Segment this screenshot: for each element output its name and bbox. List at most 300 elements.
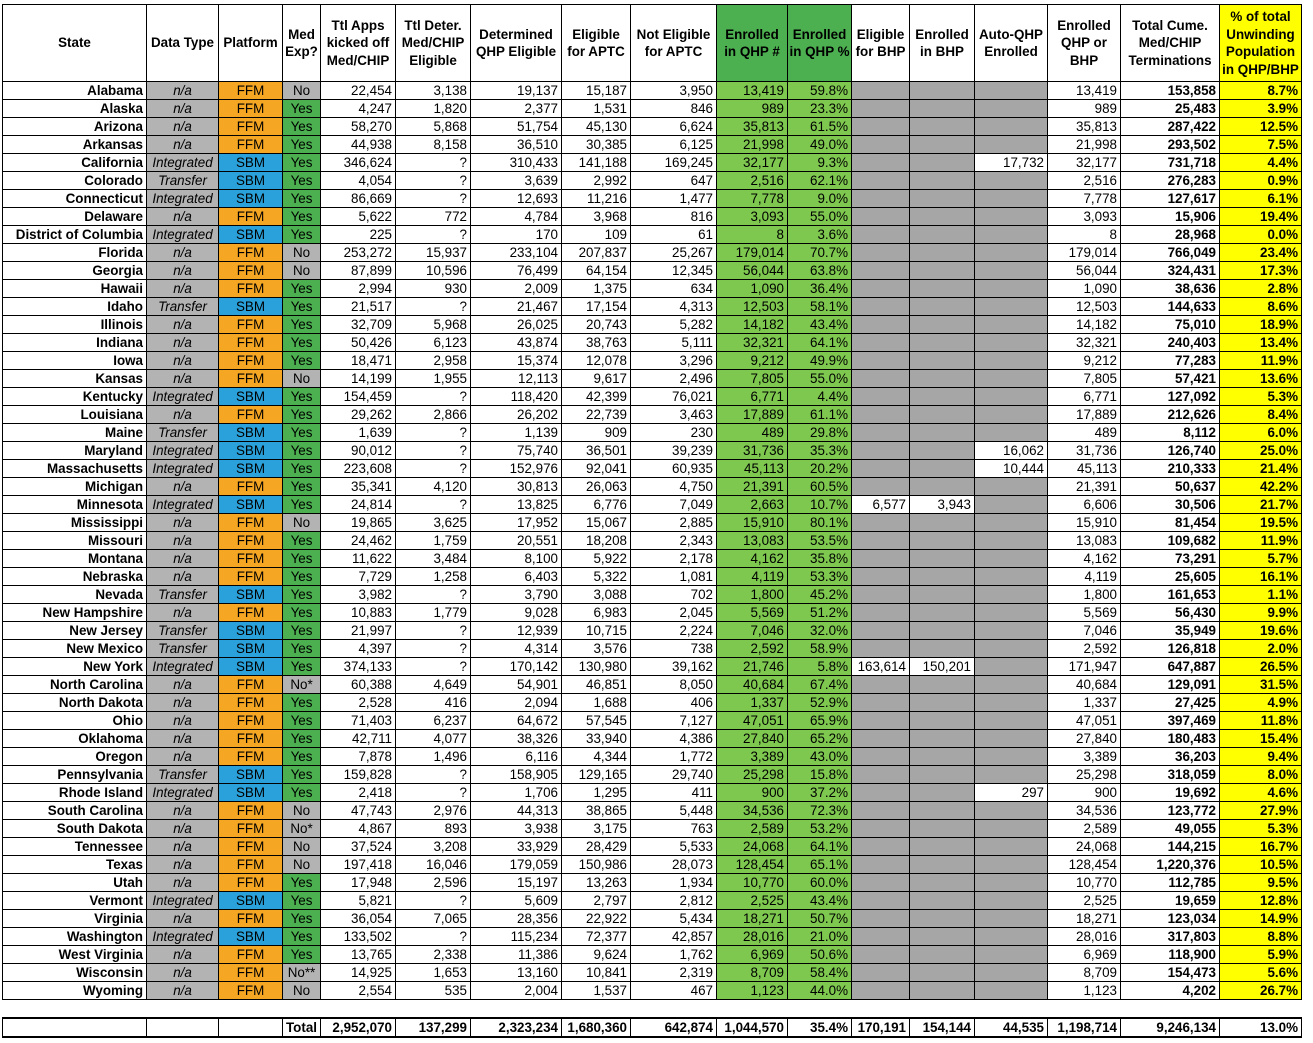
table-cell — [975, 190, 1048, 208]
table-cell — [910, 226, 975, 244]
table-row — [3, 856, 1302, 874]
table-cell: New Jersey — [3, 622, 147, 640]
table-cell: 2,589 — [717, 820, 788, 838]
table-cell: 2,516 — [717, 172, 788, 190]
table-cell: Mississippi — [3, 514, 147, 532]
table-cell — [975, 100, 1048, 118]
table-cell: 33,940 — [562, 730, 631, 748]
table-cell — [852, 892, 910, 910]
table-cell: 7,046 — [1048, 622, 1121, 640]
table-cell: 38,636 — [1121, 280, 1220, 298]
table-cell: 6,606 — [1048, 496, 1121, 514]
table-cell: 2,338 — [396, 946, 471, 964]
table-row — [3, 694, 1302, 712]
table-cell — [852, 730, 910, 748]
table-cell: 13,419 — [717, 82, 788, 100]
table-cell: 10,770 — [1048, 874, 1121, 892]
table-cell — [852, 388, 910, 406]
table-cell: 42,399 — [562, 388, 631, 406]
table-cell: n/a — [147, 514, 219, 532]
table-cell: 324,431 — [1121, 262, 1220, 280]
table-cell: Massachusetts — [3, 460, 147, 478]
table-cell — [852, 622, 910, 640]
table-cell: 9,212 — [1048, 352, 1121, 370]
table-cell — [910, 730, 975, 748]
table-cell — [975, 694, 1048, 712]
table-cell: SBM — [219, 496, 283, 514]
table-cell: 60,935 — [631, 460, 717, 478]
table-cell: 27,840 — [717, 730, 788, 748]
table-cell: 893 — [396, 820, 471, 838]
table-cell: 1,220,376 — [1121, 856, 1220, 874]
table-cell: 11.9% — [1220, 352, 1302, 370]
table-cell: Yes — [283, 460, 321, 478]
table-cell: n/a — [147, 82, 219, 100]
table-cell: 170 — [471, 226, 562, 244]
table-cell: 58.1% — [788, 298, 852, 316]
table-cell: SBM — [219, 388, 283, 406]
table-cell: 150,201 — [910, 658, 975, 676]
table-body — [3, 82, 1302, 1038]
table-row — [3, 424, 1302, 442]
table-cell: 9.4% — [1220, 748, 1302, 766]
table-cell — [910, 514, 975, 532]
table-cell: 161,653 — [1121, 586, 1220, 604]
table-cell: Yes — [283, 334, 321, 352]
table-row — [3, 226, 1302, 244]
table-cell: 6,969 — [717, 946, 788, 964]
table-cell: 128,454 — [717, 856, 788, 874]
table-cell — [975, 892, 1048, 910]
table-cell — [910, 784, 975, 802]
table-cell: 73,291 — [1121, 550, 1220, 568]
table-cell — [910, 838, 975, 856]
table-cell: 2,094 — [471, 694, 562, 712]
table-cell: FFM — [219, 532, 283, 550]
table-cell: 2,885 — [631, 514, 717, 532]
table-cell — [975, 118, 1048, 136]
spacer-row — [3, 1000, 1302, 1019]
table-cell: 25,298 — [717, 766, 788, 784]
table-cell — [975, 496, 1048, 514]
table-cell: FFM — [219, 730, 283, 748]
table-cell: 287,422 — [1121, 118, 1220, 136]
table-cell — [852, 568, 910, 586]
table-cell: 25.0% — [1220, 442, 1302, 460]
table-cell: 346,624 — [321, 154, 396, 172]
spacer-cell — [975, 1000, 1048, 1019]
table-cell — [910, 532, 975, 550]
table-cell: 467 — [631, 982, 717, 1000]
table-cell: 32,177 — [1048, 154, 1121, 172]
table-cell: Integrated — [147, 442, 219, 460]
table-cell: 29,740 — [631, 766, 717, 784]
table-cell: 15,906 — [1121, 208, 1220, 226]
table-cell: 62.1% — [788, 172, 852, 190]
table-cell: 45,113 — [1048, 460, 1121, 478]
table-cell: 38,763 — [562, 334, 631, 352]
col-not-eligible-aptc: Not Eligible for APTC — [631, 5, 717, 82]
table-cell: 58,270 — [321, 118, 396, 136]
table-cell: 2,589 — [1048, 820, 1121, 838]
table-cell: 397,469 — [1121, 712, 1220, 730]
table-cell: 634 — [631, 280, 717, 298]
table-cell: 28,016 — [1048, 928, 1121, 946]
table-cell: 7,127 — [631, 712, 717, 730]
table-cell: 7.5% — [1220, 136, 1302, 154]
table-cell — [852, 856, 910, 874]
table-cell — [852, 280, 910, 298]
table-cell: Colorado — [3, 172, 147, 190]
table-cell: FFM — [219, 100, 283, 118]
table-cell — [910, 622, 975, 640]
table-cell: Texas — [3, 856, 147, 874]
table-cell — [910, 334, 975, 352]
table-cell — [975, 280, 1048, 298]
table-cell: 1,081 — [631, 568, 717, 586]
table-row — [3, 910, 1302, 928]
table-cell: Connecticut — [3, 190, 147, 208]
table-cell: 49.0% — [788, 136, 852, 154]
table-cell: n/a — [147, 568, 219, 586]
table-cell: Vermont — [3, 892, 147, 910]
table-cell: Yes — [283, 388, 321, 406]
col-state: State — [3, 5, 147, 82]
table-cell: 0.0% — [1220, 226, 1302, 244]
table-cell: FFM — [219, 856, 283, 874]
total-cell: 13.0% — [1220, 1018, 1302, 1037]
table-cell — [910, 442, 975, 460]
table-cell: 6,624 — [631, 118, 717, 136]
table-cell: 20,551 — [471, 532, 562, 550]
table-cell — [852, 964, 910, 982]
table-cell: Integrated — [147, 658, 219, 676]
table-cell — [910, 586, 975, 604]
table-cell: SBM — [219, 442, 283, 460]
table-cell — [975, 298, 1048, 316]
table-cell: 7,778 — [1048, 190, 1121, 208]
table-cell: FFM — [219, 334, 283, 352]
table-cell: FFM — [219, 406, 283, 424]
table-cell: n/a — [147, 532, 219, 550]
table-cell: 3,088 — [562, 586, 631, 604]
table-cell — [852, 928, 910, 946]
table-cell: 171,947 — [1048, 658, 1121, 676]
table-cell: 90,012 — [321, 442, 396, 460]
table-cell: 118,900 — [1121, 946, 1220, 964]
table-cell: 5,922 — [562, 550, 631, 568]
table-row — [3, 316, 1302, 334]
table-cell: n/a — [147, 676, 219, 694]
table-cell — [975, 910, 1048, 928]
table-cell: 21,391 — [1048, 478, 1121, 496]
table-cell: 20.2% — [788, 460, 852, 478]
table-cell — [852, 172, 910, 190]
table-cell: 64,672 — [471, 712, 562, 730]
table-cell: 44.0% — [788, 982, 852, 1000]
table-cell: n/a — [147, 856, 219, 874]
table-cell: 64.1% — [788, 838, 852, 856]
table-cell: 92,041 — [562, 460, 631, 478]
table-cell — [852, 208, 910, 226]
table-cell: Maryland — [3, 442, 147, 460]
table-cell — [975, 586, 1048, 604]
table-cell: Oregon — [3, 748, 147, 766]
table-cell: 39,239 — [631, 442, 717, 460]
table-cell: Yes — [283, 496, 321, 514]
table-cell: 28,429 — [562, 838, 631, 856]
table-cell — [910, 874, 975, 892]
table-cell: 930 — [396, 280, 471, 298]
table-cell: 36,203 — [1121, 748, 1220, 766]
table-row — [3, 208, 1302, 226]
table-cell: 5,111 — [631, 334, 717, 352]
table-cell: ? — [396, 586, 471, 604]
table-row — [3, 334, 1302, 352]
table-cell: 4,162 — [1048, 550, 1121, 568]
table-cell — [910, 424, 975, 442]
table-cell: Kentucky — [3, 388, 147, 406]
table-cell: n/a — [147, 262, 219, 280]
table-cell: 2,377 — [471, 100, 562, 118]
table-cell: 9,028 — [471, 604, 562, 622]
table-cell: 144,633 — [1121, 298, 1220, 316]
table-cell: 17,952 — [471, 514, 562, 532]
col-ttl-deter: Ttl Deter. Med/CHIP Eligible — [396, 5, 471, 82]
table-cell — [910, 640, 975, 658]
table-cell: North Carolina — [3, 676, 147, 694]
table-cell — [910, 262, 975, 280]
table-cell: 35,949 — [1121, 622, 1220, 640]
table-cell: 17,889 — [717, 406, 788, 424]
table-cell: 2,596 — [396, 874, 471, 892]
table-cell: ? — [396, 658, 471, 676]
table-cell: 38,326 — [471, 730, 562, 748]
table-cell: 38,865 — [562, 802, 631, 820]
col-enrolled-qhp-bhp: Enrolled QHP or BHP — [1048, 5, 1121, 82]
table-cell: 63.8% — [788, 262, 852, 280]
table-cell: 76,021 — [631, 388, 717, 406]
table-cell: 11.9% — [1220, 532, 1302, 550]
table-cell: 47,051 — [717, 712, 788, 730]
col-platform: Platform — [219, 5, 283, 82]
table-cell: 18.9% — [1220, 316, 1302, 334]
table-cell: Yes — [283, 622, 321, 640]
table-cell: 310,433 — [471, 154, 562, 172]
table-cell: West Virginia — [3, 946, 147, 964]
table-cell — [910, 946, 975, 964]
table-cell: 6,771 — [1048, 388, 1121, 406]
table-cell: 766,049 — [1121, 244, 1220, 262]
spacer-cell — [1048, 1000, 1121, 1019]
table-cell: Alaska — [3, 100, 147, 118]
table-cell: Yes — [283, 118, 321, 136]
table-cell: 2,004 — [471, 982, 562, 1000]
table-cell — [852, 298, 910, 316]
table-cell: 35.3% — [788, 442, 852, 460]
table-row — [3, 370, 1302, 388]
table-cell: 2,528 — [321, 694, 396, 712]
table-cell: FFM — [219, 604, 283, 622]
table-cell — [975, 172, 1048, 190]
table-cell: n/a — [147, 946, 219, 964]
table-cell: SBM — [219, 172, 283, 190]
table-cell: 416 — [396, 694, 471, 712]
table-cell: 8 — [1048, 226, 1121, 244]
table-cell: 47,743 — [321, 802, 396, 820]
table-cell: No — [283, 856, 321, 874]
table-cell: 24,068 — [717, 838, 788, 856]
table-cell: Utah — [3, 874, 147, 892]
col-enrolled-qhp-num: Enrolled in QHP # — [717, 5, 788, 82]
table-cell — [975, 388, 1048, 406]
table-cell: 31.5% — [1220, 676, 1302, 694]
table-row — [3, 298, 1302, 316]
table-cell: 17,948 — [321, 874, 396, 892]
col-enrolled-bhp: Enrolled in BHP — [910, 5, 975, 82]
table-cell: 15,187 — [562, 82, 631, 100]
table-cell: 32,321 — [1048, 334, 1121, 352]
col-med-exp: Med Exp? — [283, 5, 321, 82]
table-cell: 28,968 — [1121, 226, 1220, 244]
table-cell: Pennsylvania — [3, 766, 147, 784]
table-cell: 4,202 — [1121, 982, 1220, 1000]
table-row — [3, 262, 1302, 280]
table-cell: 40,684 — [717, 676, 788, 694]
total-cell: 9,246,134 — [1121, 1018, 1220, 1037]
table-cell: 6,123 — [396, 334, 471, 352]
table-cell — [852, 946, 910, 964]
spacer-cell — [283, 1000, 321, 1019]
table-cell: 21.4% — [1220, 460, 1302, 478]
table-cell: 109 — [562, 226, 631, 244]
table-cell: SBM — [219, 766, 283, 784]
table-cell: 10.5% — [1220, 856, 1302, 874]
table-cell — [852, 334, 910, 352]
table-cell — [910, 460, 975, 478]
table-cell: ? — [396, 784, 471, 802]
table-cell: 118,420 — [471, 388, 562, 406]
table-cell — [852, 352, 910, 370]
table-cell: 35,341 — [321, 478, 396, 496]
table-cell: 3,296 — [631, 352, 717, 370]
table-cell: 72.3% — [788, 802, 852, 820]
table-cell: 123,034 — [1121, 910, 1220, 928]
table-cell: 4,120 — [396, 478, 471, 496]
table-cell: 179,014 — [717, 244, 788, 262]
table-cell — [852, 586, 910, 604]
table-cell: Integrated — [147, 496, 219, 514]
table-cell: 65.1% — [788, 856, 852, 874]
table-cell — [910, 82, 975, 100]
table-cell: 7,046 — [717, 622, 788, 640]
table-cell: SBM — [219, 640, 283, 658]
table-cell: 900 — [1048, 784, 1121, 802]
table-cell: Yes — [283, 172, 321, 190]
table-cell: Oklahoma — [3, 730, 147, 748]
table-cell: 32,709 — [321, 316, 396, 334]
table-cell — [852, 370, 910, 388]
table-cell — [975, 370, 1048, 388]
table-cell: 10.7% — [788, 496, 852, 514]
table-cell: FFM — [219, 208, 283, 226]
table-cell: 53.2% — [788, 820, 852, 838]
table-cell: 3,208 — [396, 838, 471, 856]
table-cell: 45,130 — [562, 118, 631, 136]
table-cell — [910, 676, 975, 694]
table-cell: 6,125 — [631, 136, 717, 154]
table-cell: 23.3% — [788, 100, 852, 118]
table-cell: n/a — [147, 802, 219, 820]
table-cell: 29,262 — [321, 406, 396, 424]
table-cell: 6,969 — [1048, 946, 1121, 964]
table-cell: 4,077 — [396, 730, 471, 748]
col-enrolled-qhp-pct: Enrolled in QHP % — [788, 5, 852, 82]
table-cell: 16,062 — [975, 442, 1048, 460]
table-cell: Yes — [283, 298, 321, 316]
header-row — [3, 5, 1302, 82]
table-cell: 10,770 — [717, 874, 788, 892]
table-cell: Yes — [283, 586, 321, 604]
table-cell: 25,298 — [1048, 766, 1121, 784]
table-cell — [852, 442, 910, 460]
table-cell — [852, 694, 910, 712]
table-cell — [975, 802, 1048, 820]
table-cell: 71,403 — [321, 712, 396, 730]
unwinding-table — [2, 4, 1302, 1038]
table-cell: 647,887 — [1121, 658, 1220, 676]
table-cell: 153,858 — [1121, 82, 1220, 100]
table-row — [3, 964, 1302, 982]
table-cell: 36.4% — [788, 280, 852, 298]
table-cell — [975, 604, 1048, 622]
table-cell: ? — [396, 388, 471, 406]
table-cell: FFM — [219, 352, 283, 370]
table-cell: 8,050 — [631, 676, 717, 694]
table-cell: Yes — [283, 280, 321, 298]
table-cell: 26.5% — [1220, 658, 1302, 676]
table-cell: SBM — [219, 190, 283, 208]
table-cell: 230 — [631, 424, 717, 442]
table-cell: 76,499 — [471, 262, 562, 280]
table-cell: 212,626 — [1121, 406, 1220, 424]
table-cell: 22,454 — [321, 82, 396, 100]
table-cell — [852, 784, 910, 802]
table-cell: 18,271 — [1048, 910, 1121, 928]
table-cell — [852, 514, 910, 532]
table-cell: 14,182 — [717, 316, 788, 334]
table-cell: 4,386 — [631, 730, 717, 748]
table-cell: 4,784 — [471, 208, 562, 226]
table-cell: 27,425 — [1121, 694, 1220, 712]
table-cell: Rhode Island — [3, 784, 147, 802]
table-cell: Integrated — [147, 190, 219, 208]
table-cell: 2,224 — [631, 622, 717, 640]
table-row — [3, 496, 1302, 514]
table-cell: 2,797 — [562, 892, 631, 910]
table-cell: 42.2% — [1220, 478, 1302, 496]
table-cell — [910, 748, 975, 766]
table-cell: 225 — [321, 226, 396, 244]
table-cell: 5.8% — [788, 658, 852, 676]
table-cell: Yes — [283, 748, 321, 766]
table-cell: ? — [396, 460, 471, 478]
table-cell: 2,045 — [631, 604, 717, 622]
table-cell: 4.9% — [1220, 694, 1302, 712]
table-row — [3, 892, 1302, 910]
table-row — [3, 982, 1302, 1000]
table-cell: 5,868 — [396, 118, 471, 136]
